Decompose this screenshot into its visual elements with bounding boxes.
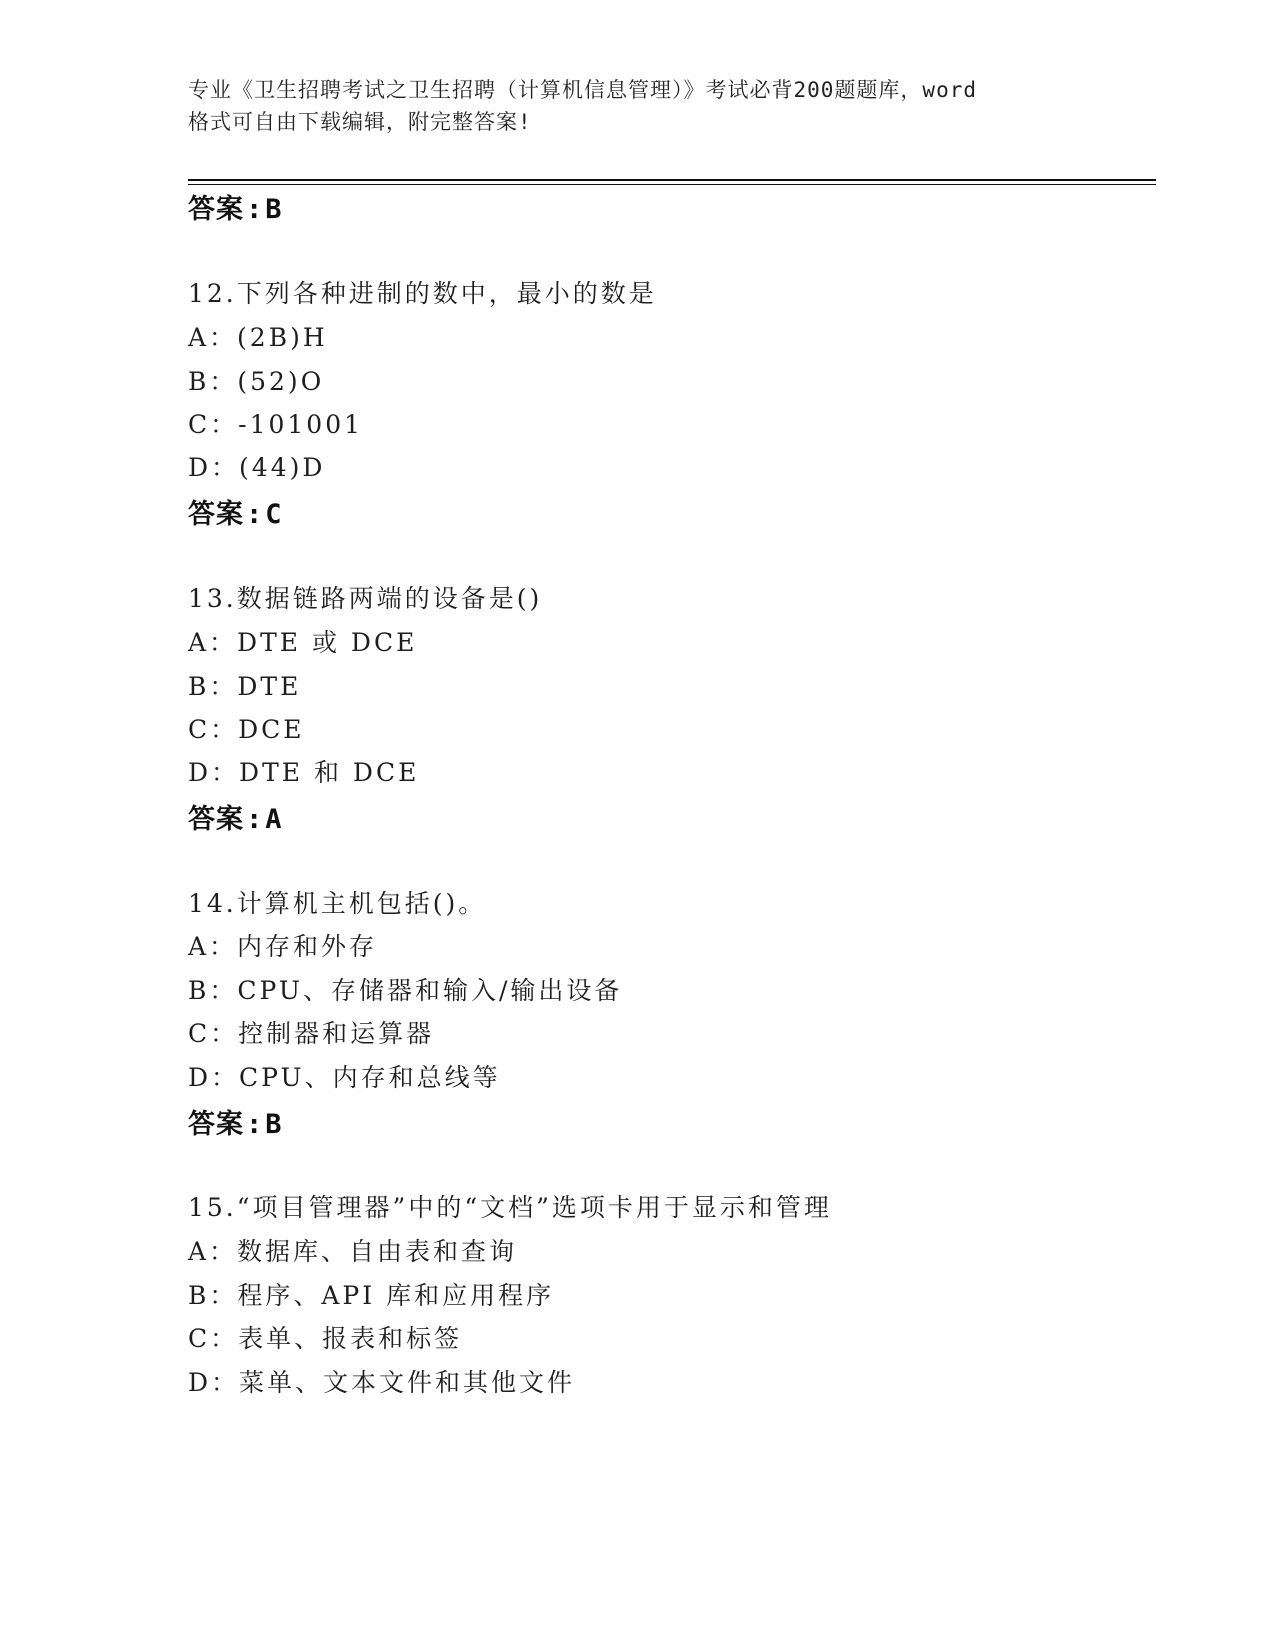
question-option: B：DTE bbox=[188, 672, 302, 701]
answer-label: 答案 bbox=[188, 499, 244, 530]
question-stem: 14.计算机主机包括()。 bbox=[188, 889, 487, 918]
answer-value: C bbox=[265, 499, 283, 530]
question-option: C：DCE bbox=[188, 715, 305, 744]
answer-value: B bbox=[265, 1109, 283, 1140]
question-stem: 15.“项目管理器”中的“文档”选项卡用于显示和管理 bbox=[188, 1193, 832, 1222]
answer-colon: : bbox=[246, 1109, 264, 1140]
question-option: A：(2B)H bbox=[188, 323, 328, 352]
question-option: A：数据库、自由表和查询 bbox=[188, 1237, 518, 1266]
question-option: A：内存和外存 bbox=[188, 932, 378, 961]
question-option: D：菜单、文本文件和其他文件 bbox=[188, 1368, 576, 1397]
question-option: B：CPU、存储器和输入/输出设备 bbox=[188, 976, 623, 1005]
question-option: C：-101001 bbox=[188, 410, 364, 439]
answer-colon: : bbox=[246, 804, 264, 835]
answer-line bbox=[188, 492, 283, 531]
answer-value: B bbox=[265, 194, 283, 225]
question-option: D：DTE 和 DCE bbox=[188, 758, 420, 787]
question-stem: 12.下列各种进制的数中，最小的数是 bbox=[188, 279, 657, 308]
header-rule-thick bbox=[188, 179, 1156, 181]
answer-line bbox=[188, 797, 283, 836]
answer-value: A bbox=[265, 804, 283, 835]
question-option: A：DTE 或 DCE bbox=[188, 628, 418, 657]
header-line-2: 格式可自由下载编辑，附完整答案! bbox=[188, 110, 532, 134]
question-option: C：控制器和运算器 bbox=[188, 1019, 435, 1048]
answer-line bbox=[188, 1102, 283, 1141]
answer-colon: : bbox=[246, 499, 264, 530]
question-option: B：程序、API 库和应用程序 bbox=[188, 1281, 555, 1310]
question-option: C：表单、报表和标签 bbox=[188, 1324, 463, 1353]
answer-colon: : bbox=[246, 194, 264, 225]
header-rule-thin bbox=[188, 184, 1156, 185]
question-option: B：(52)O bbox=[188, 367, 325, 396]
header-line-1: 专业《卫生招聘考试之卫生招聘（计算机信息管理）》考试必背200题题库，word bbox=[188, 78, 977, 102]
question-option: D：CPU、内存和总线等 bbox=[188, 1063, 501, 1092]
answer-label: 答案 bbox=[188, 804, 244, 835]
question-option: D：(44)D bbox=[188, 453, 326, 482]
document-header bbox=[188, 74, 1088, 138]
answer-label: 答案 bbox=[188, 1109, 244, 1140]
answer-line bbox=[188, 187, 283, 226]
answer-label: 答案 bbox=[188, 194, 244, 225]
question-stem: 13.数据链路两端的设备是() bbox=[188, 584, 543, 613]
